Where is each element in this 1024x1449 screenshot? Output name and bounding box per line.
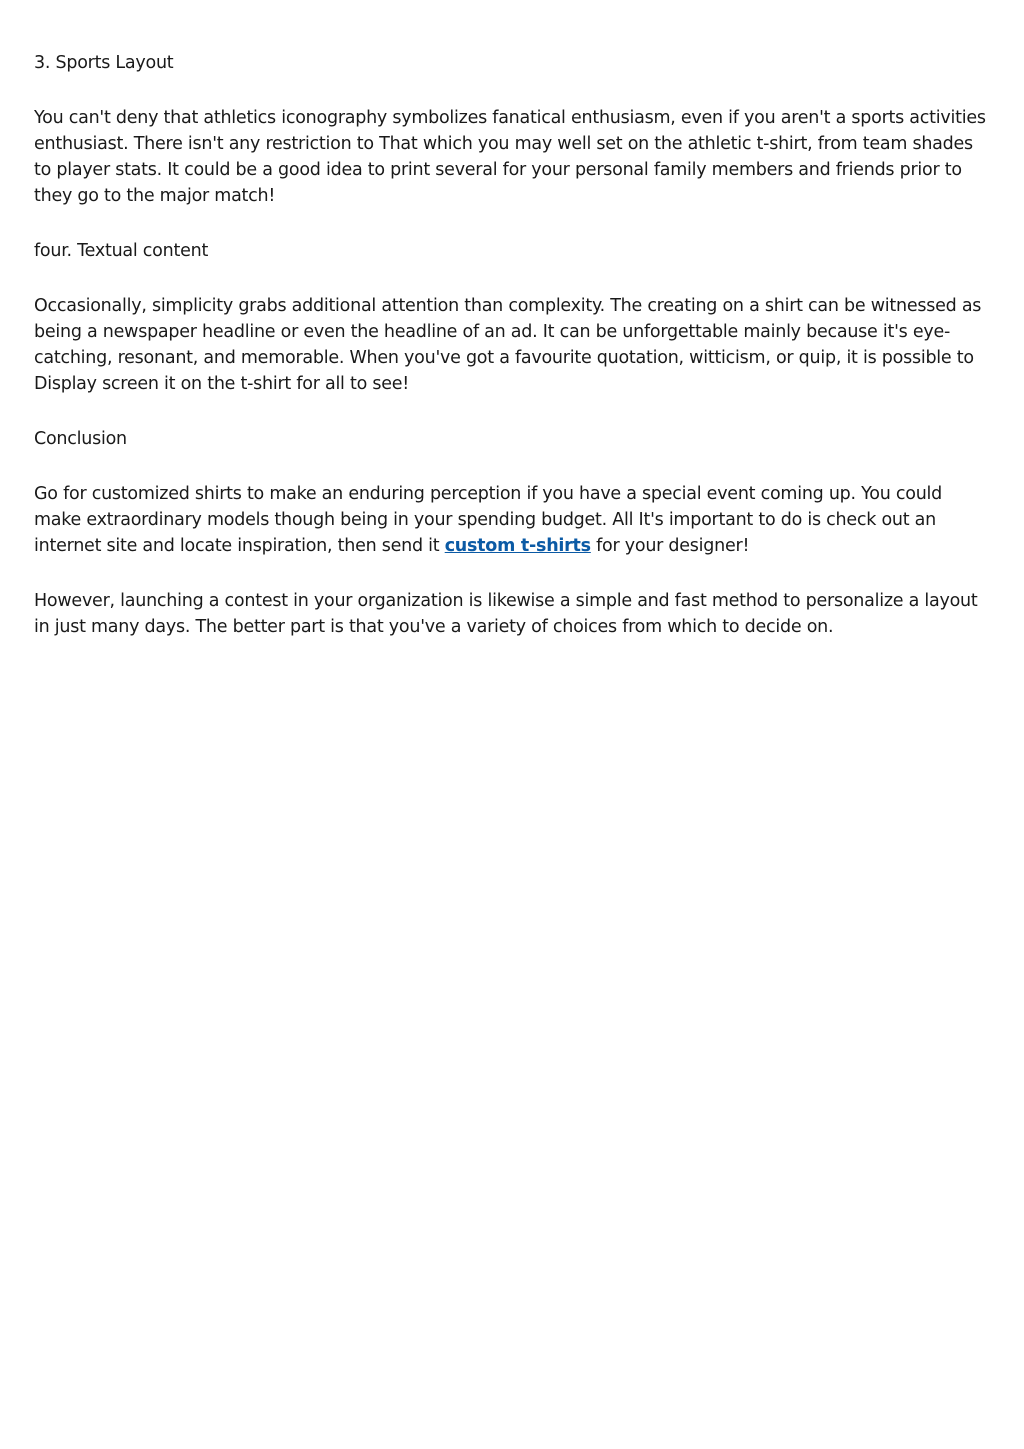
paragraph-final: However, launching a contest in your organization is likewise a simple and fast method to personalize a layout in just many days. The better part is that you've a variety of choices from which to decide on. bbox=[34, 591, 978, 637]
paragraph-sports: You can't deny that athletics iconography symbolizes fanatical enthusiasm, even if you aren't a sports activities enthusiast. There isn't any restriction to That which you may well set on the athletic t-shirt, from team shades to player stats. It could be a good idea to print several for your personal family members and friends prior to they go to the major match! bbox=[34, 108, 986, 206]
section-heading-conclusion: Conclusion bbox=[34, 429, 127, 449]
paragraph-conclusion bbox=[34, 481, 990, 559]
section-heading-sports: 3. Sports Layout bbox=[34, 53, 174, 73]
paragraph-text: Occasionally, simplicity grabs additional attention than complexity. The creating on a shirt can be witnessed as being a newspaper headline or even the headline of an ad. It can be unforgettable mainly because it's eye-catching, resonant, and memorable. When you've got a favourite quotation, witticism, or quip, it is possible to Display screen it on the t-shirt for all to see! bbox=[34, 296, 982, 394]
custom-t-shirts-link[interactable]: custom t-shirts bbox=[444, 536, 591, 556]
section-heading-text: four. Textual content bbox=[34, 241, 209, 261]
paragraph-conclusion-before: Go for customized shirts to make an enduring perception if you have a special event coming up. You could make extraordinary models though being in your spending budget. All It's important to do is check out an internet site and locate inspiration, then send it bbox=[34, 484, 943, 556]
document-body bbox=[34, 50, 990, 669]
paragraph-conclusion-after: for your designer! bbox=[590, 536, 750, 556]
